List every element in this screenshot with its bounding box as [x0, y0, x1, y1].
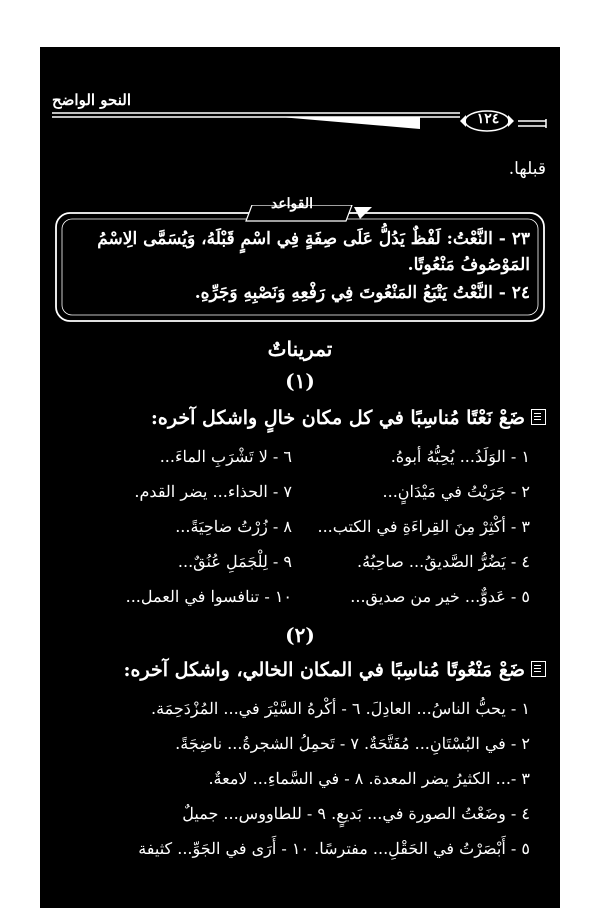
exercise-2-row: ٣ -... الكثيرُ يضر المعدة. ٨ - في السَّماءِ... لامعةٌ.	[208, 769, 530, 788]
exercise-item: ٥ - عَدوٌّ... خير من صديق...	[350, 587, 530, 606]
exercise-2-row: ٥ - أَبْصَرْتُ في الحَقْلِ... مفترسًا. ١٠ - أَرَى في الجَوِّ... كثيفة	[138, 839, 530, 858]
exercise-item: ٧ - الحذاء... يضر القدم.	[134, 482, 292, 501]
exercise-item: ٩ - لِلْجَمَلِ عُنُقٌ...	[177, 552, 292, 571]
exercise-item: ١ - الوَلَدُ... يُحِبُّهُ أبوهُ.	[390, 447, 530, 466]
exercise-2-row: ٤ - وضَعْتُ الصورة في... بَديعٍ. ٩ - للطاووس... جميلٌ	[182, 804, 530, 823]
exercise-item: ٦ - لا تَشْرَبِ الماءَ...	[159, 447, 292, 466]
exercise-1-row	[60, 517, 530, 543]
exercise-1-instruction: ضَعْ نَعْتًا مُناسِبًا في كل مكان خالٍ واشكل آخره:	[151, 407, 546, 429]
exercise-1-row	[60, 482, 530, 508]
book-page	[40, 47, 560, 908]
exercise-1-number: (١)	[285, 369, 315, 393]
exercise-item: ٤ - يَضُرُّ الصَّديقُ... صاحِبُهُ.	[357, 552, 530, 571]
exercise-item: ٢ - جَرَيْتُ في مَيْدَانٍ...	[382, 482, 530, 501]
exercise-1-row	[60, 447, 530, 473]
exercise-item: ٣ - أكْثِرْ مِنَ القِراءَةِ في الكتب...	[317, 517, 530, 536]
rule-23-line-2: المَوْصُوفُ مَنْعُوتًا.	[407, 255, 530, 275]
continued-text: قبلها.	[508, 159, 546, 179]
page-number: ١٢٤	[476, 111, 500, 127]
exercise-2-row: ١ - يحبُّ الناسُ... العادِلَ. ٦ - أكْرهُ السَّيْرَ في... المُزْدَحِمَة.	[150, 699, 530, 718]
book-title: النحو الواضح	[52, 91, 131, 109]
document-icon	[531, 409, 546, 425]
exercise-2-instruction: ضَعْ مَنْعُوتًا مُناسِبًا في المكان الخالي، واشكل آخره:	[124, 659, 546, 681]
exercise-1-row	[60, 552, 530, 578]
exercise-1-row	[60, 587, 530, 613]
exercise-2-row: ٢ - في البُسْتَانِ... مُفَتَّحَةٌ. ٧ - تَحمِلُ الشجرةُ... ناضِجَةً.	[175, 734, 530, 753]
exercise-item: ١٠ - تنافسوا في العمل...	[125, 587, 292, 606]
rules-label: القواعد	[270, 196, 314, 212]
rule-24: ٢٤ - النَّعْتُ يَتْبَعُ المَنْعُوتَ فِي رَفْعِهِ وَنَصْبِهِ وَجَرِّهِ.	[194, 283, 530, 303]
exercises-title: تمريناتٌ	[267, 337, 333, 361]
document-icon	[531, 661, 546, 677]
exercise-item: ٨ - زُرْتُ ضاحِيَةً...	[175, 517, 292, 536]
rule-23-line-1: ٢٣ - النَّعْتُ: لَفْظٌ يَدُلُّ عَلَى صِفَةٍ فِي اسْمٍ قَبْلَهُ، وَيُسَمَّى الِاسْمُ	[97, 229, 530, 249]
exercise-2-number: (٢)	[285, 623, 315, 647]
